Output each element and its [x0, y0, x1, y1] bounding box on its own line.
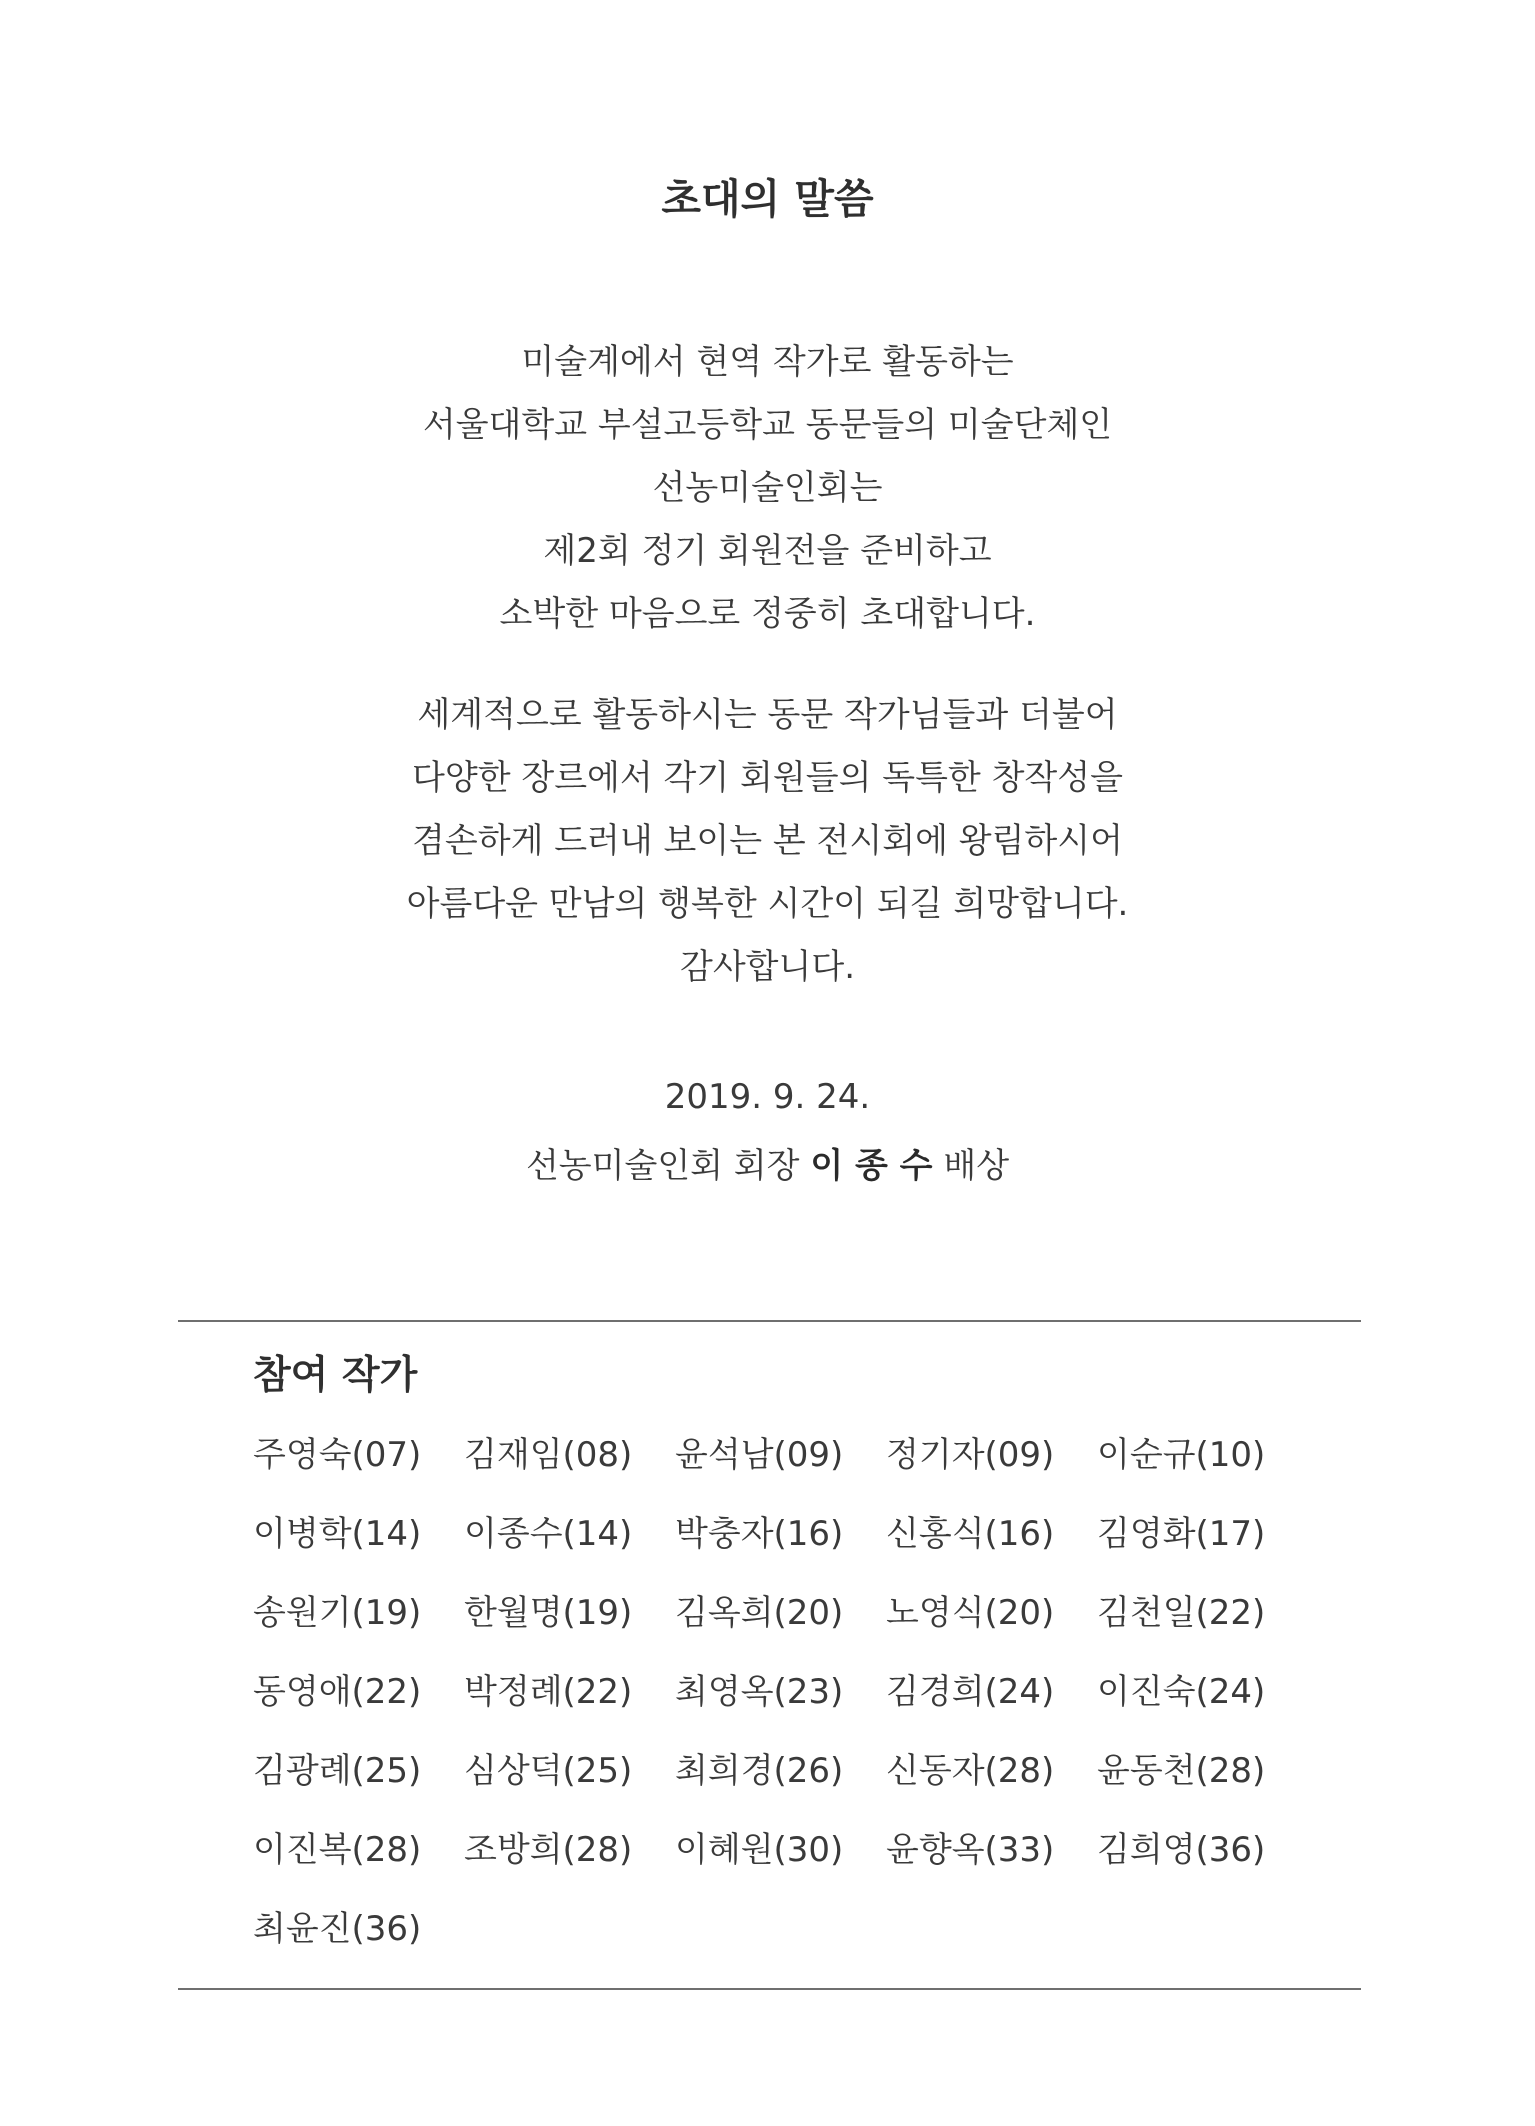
invitation-paragraph-2	[0, 684, 1535, 999]
artist-item: 윤향옥(33)	[886, 1830, 1055, 1870]
paragraph-line: 다양한 장르에서 각기 회원들의 독특한 창작성을	[412, 758, 1123, 798]
artist-item: 이병학(14)	[253, 1514, 422, 1554]
paragraph-line: 아름다운 만남의 행복한 시간이 되길 희망합니다.	[406, 884, 1129, 924]
artist-item: 최영옥(23)	[675, 1672, 844, 1712]
divider-top	[178, 1320, 1361, 1322]
artists-heading: 참여 작가	[253, 1353, 418, 1398]
artist-item: 김재임(08)	[464, 1435, 633, 1475]
artist-item: 정기자(09)	[886, 1435, 1055, 1475]
artist-item: 이진숙(24)	[1097, 1672, 1266, 1712]
artist-item: 김영화(17)	[1097, 1514, 1266, 1554]
paragraph-line: 서울대학교 부설고등학교 동문들의 미술단체인	[422, 405, 1113, 445]
artist-item: 신홍식(16)	[886, 1514, 1055, 1554]
artist-item: 이순규(10)	[1097, 1435, 1266, 1475]
artist-item: 김희영(36)	[1097, 1830, 1266, 1870]
artist-item: 김옥희(20)	[675, 1593, 844, 1633]
artist-item: 박정례(22)	[464, 1672, 633, 1712]
signature-org: 선농미술인회 회장	[525, 1146, 800, 1186]
divider-bottom	[178, 1988, 1361, 1990]
paragraph-line: 소박한 마음으로 정중히 초대합니다.	[499, 594, 1036, 634]
invitation-paragraph-1	[0, 331, 1535, 646]
signature-line	[0, 1135, 1535, 1197]
paragraph-line: 감사합니다.	[679, 947, 856, 987]
artist-item: 박충자(16)	[675, 1514, 844, 1554]
artist-item: 동영애(22)	[253, 1672, 422, 1712]
artist-item: 이진복(28)	[253, 1830, 422, 1870]
artist-item: 이종수(14)	[464, 1514, 633, 1554]
artist-item: 조방희(28)	[464, 1830, 633, 1870]
artist-item: 주영숙(07)	[253, 1435, 422, 1475]
artist-item: 한월명(19)	[464, 1593, 633, 1633]
paragraph-line: 세계적으로 활동하시는 동문 작가님들과 더불어	[417, 695, 1118, 735]
artist-item: 최윤진(36)	[253, 1909, 422, 1949]
artist-item: 김광례(25)	[253, 1751, 422, 1791]
artist-item: 신동자(28)	[886, 1751, 1055, 1791]
artist-item: 최희경(26)	[675, 1751, 844, 1791]
signature-closing: 배상	[943, 1146, 1010, 1186]
artist-item: 김경희(24)	[886, 1672, 1055, 1712]
page-title: 초대의 말씀	[661, 175, 874, 223]
paragraph-line: 선농미술인회는	[652, 468, 883, 508]
artist-list	[253, 1425, 1353, 1978]
artist-item: 노영식(20)	[886, 1593, 1055, 1633]
paragraph-line: 미술계에서 현역 작가로 활동하는	[521, 342, 1014, 382]
artist-item: 심상덕(25)	[464, 1751, 633, 1791]
artist-item: 윤석남(09)	[675, 1435, 844, 1475]
paragraph-line: 겸손하게 드러내 보이는 본 전시회에 왕림하시어	[412, 821, 1123, 861]
artist-item: 송원기(19)	[253, 1593, 422, 1633]
artist-item: 이혜원(30)	[675, 1830, 844, 1870]
artist-item: 김천일(22)	[1097, 1593, 1266, 1633]
signature-president: 이 종 수	[810, 1146, 933, 1186]
paragraph-line: 제2회 정기 회원전을 준비하고	[543, 531, 992, 571]
invitation-date: 2019. 9. 24.	[664, 1077, 871, 1117]
artist-item: 윤동천(28)	[1097, 1751, 1266, 1791]
